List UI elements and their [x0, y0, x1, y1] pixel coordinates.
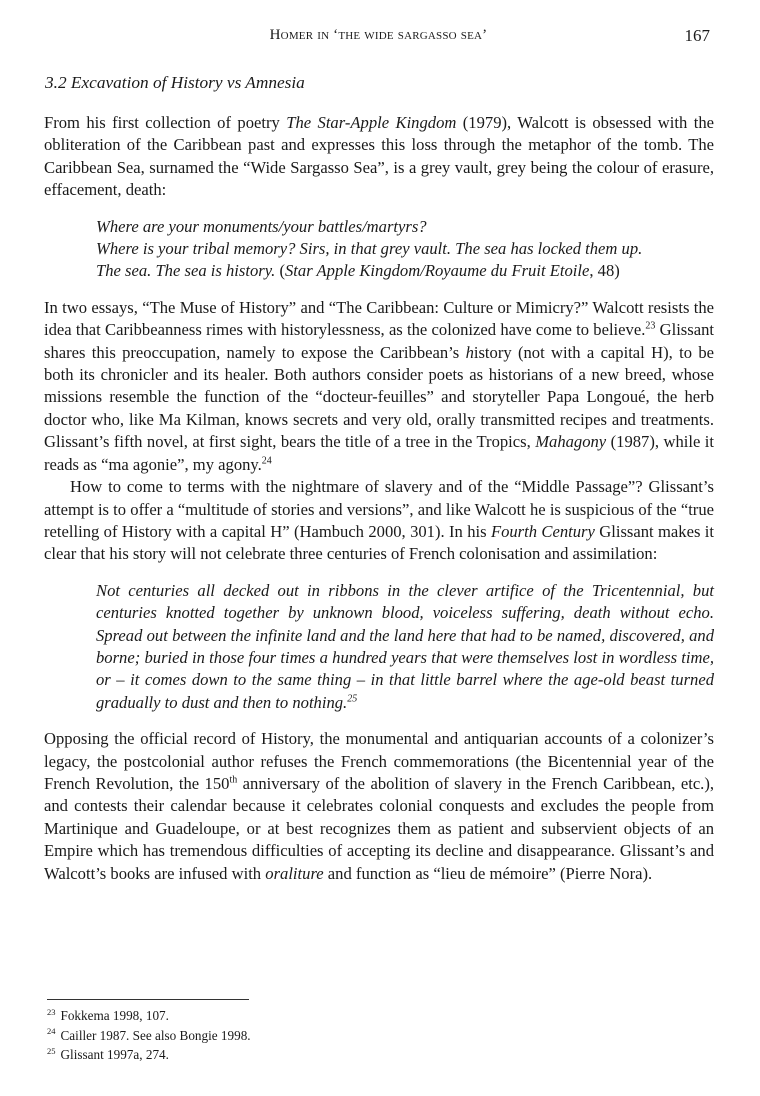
ordinal-suffix: th — [229, 774, 238, 786]
quote-source-open: ( — [275, 261, 285, 281]
footnote-ref[interactable]: 23 — [645, 320, 656, 332]
footnote-text: Fokkema 1998, 107. — [60, 1008, 169, 1023]
paragraph-3 — [44, 476, 714, 566]
running-title: Homer in ‘the wide sargasso sea’ — [269, 27, 488, 43]
text-run: and function as “lieu de mémoire” (Pierre Nora). — [323, 863, 653, 883]
emphasis: oraliture — [265, 863, 324, 883]
quote-text: The sea. The sea is history. — [96, 261, 276, 281]
running-head — [47, 27, 710, 49]
footnote-number: 24 — [47, 1026, 56, 1037]
footnote-divider — [47, 999, 249, 1000]
quote-source-title: Star Apple Kingdom/Royaume du Fruit Etoile — [285, 261, 590, 281]
text-run: (1987), while it reads as “ma agonie”, my agony. — [44, 432, 715, 474]
footnote-number: 25 — [47, 1045, 56, 1056]
footnote-text: Cailler 1987. See also Bongie 1998. — [60, 1027, 251, 1043]
quote-line: Where are your monuments/your battles/martyrs? — [96, 216, 427, 236]
text-run: Opposing the official record of History, the monumental and antiquarian accounts of a colonizer’s legacy, the postcolonial author refuses the French commemorations (the Bicentennial year of the French Revolution, the 150 — [44, 729, 714, 793]
book-title: Fourth Century — [490, 521, 595, 541]
footnote-ref[interactable]: 24 — [261, 455, 272, 467]
quote-source-close: , 48) — [589, 261, 620, 281]
footnote-ref[interactable]: 25 — [347, 693, 358, 705]
text-run: In two essays, “The Muse of History” and “The Caribbean: Culture or Mimicry?” Walcott resists the idea that Caribbeanness rimes with historylessness, as the colonized have come to believe. — [44, 297, 714, 340]
emphasis: h — [465, 342, 474, 362]
block-quote-prose — [44, 580, 714, 714]
text-run: Glissant shares this preoccupation, namely to expose the Caribbean’s — [44, 320, 714, 362]
footnote — [47, 1045, 251, 1065]
footnote — [47, 1006, 251, 1026]
book-title: Mahagony — [535, 432, 607, 452]
paragraph-1 — [44, 112, 714, 202]
book-title: The Star-Apple Kingdom — [286, 113, 457, 132]
footnote-text: Glissant 1997a, 274. — [60, 1047, 169, 1062]
page-number: 167 — [684, 26, 710, 45]
footnote-number: 23 — [47, 1006, 56, 1017]
text-run: How to come to terms with the nightmare of slavery and of the “Middle Passage”? Glissant’s attempt is to offer a “multitude of stories and versions”, and like Walcott he is suspicious of the “true retelling of History with a capital H” (Hambuch 2000, 301). In his — [44, 477, 714, 541]
block-quote-poem — [44, 216, 714, 283]
quote-line: Where is your tribal memory? Sirs, in that grey vault. The sea has locked them up. — [96, 239, 643, 259]
footnotes — [47, 1006, 251, 1065]
text-run: From his first collection of poetry — [44, 113, 287, 132]
body-text — [44, 112, 714, 885]
text-run: anniversary of the abolition of slavery in the French Caribbean, etc.), and contests their calendar because it celebrates colonial conquests and excludes the people from Martinique and Guadeloupe, or at best recognizes them as patient and subservient objects of an Empire which has tremendous difficulties of accepting its decline and disappearance. Glissant’s and Walcott’s books are infused with — [44, 773, 715, 883]
footnote — [47, 1026, 251, 1046]
quote-line — [96, 260, 714, 282]
text-run: (1979), Walcott is obsessed with the obliteration of the Caribbean past and expresses this loss through the metaphor of the tomb. The Caribbean Sea, surnamed the “Wide Sargasso Sea”, is a grey vault, grey being the colour of erasure, effacement, death: — [44, 113, 714, 200]
paragraph-4 — [44, 728, 714, 885]
text-run: Glissant makes it clear that his story will not celebrate three centuries of French colonisation and assimilation: — [44, 521, 714, 564]
section-heading: 3.2 Excavation of History vs Amnesia — [45, 73, 305, 92]
text-run: istory (not with a capital H), to be both its chronicler and its healer. Both authors consider poets as historians of a new breed, whose missions resemble the function of the “docteur-feuilles” and storyteller Papa Longoué, the herb doctor who, like Ma Kilman, knows secrets and very old, orally transmitted recipes and treatments. Glissant’s fifth novel, at first sight, bears the title of a tree in the Tropics, — [44, 342, 714, 452]
paragraph-2 — [44, 297, 714, 476]
quote-text: Not centuries all decked out in ribbons in the clever artifice of the Tricentennial, but centuries knotted together by unknown blood, voiceless suffering, death without echo. Spread out between the infinite land and the land here that had to be named, discovered, and borne; buried in those four times a hundred years that were themselves lost in wordless time, or – it comes down to the same thing – in that little barrel where the age-old beast turned gradually to dust and then to nothing. — [96, 580, 714, 712]
